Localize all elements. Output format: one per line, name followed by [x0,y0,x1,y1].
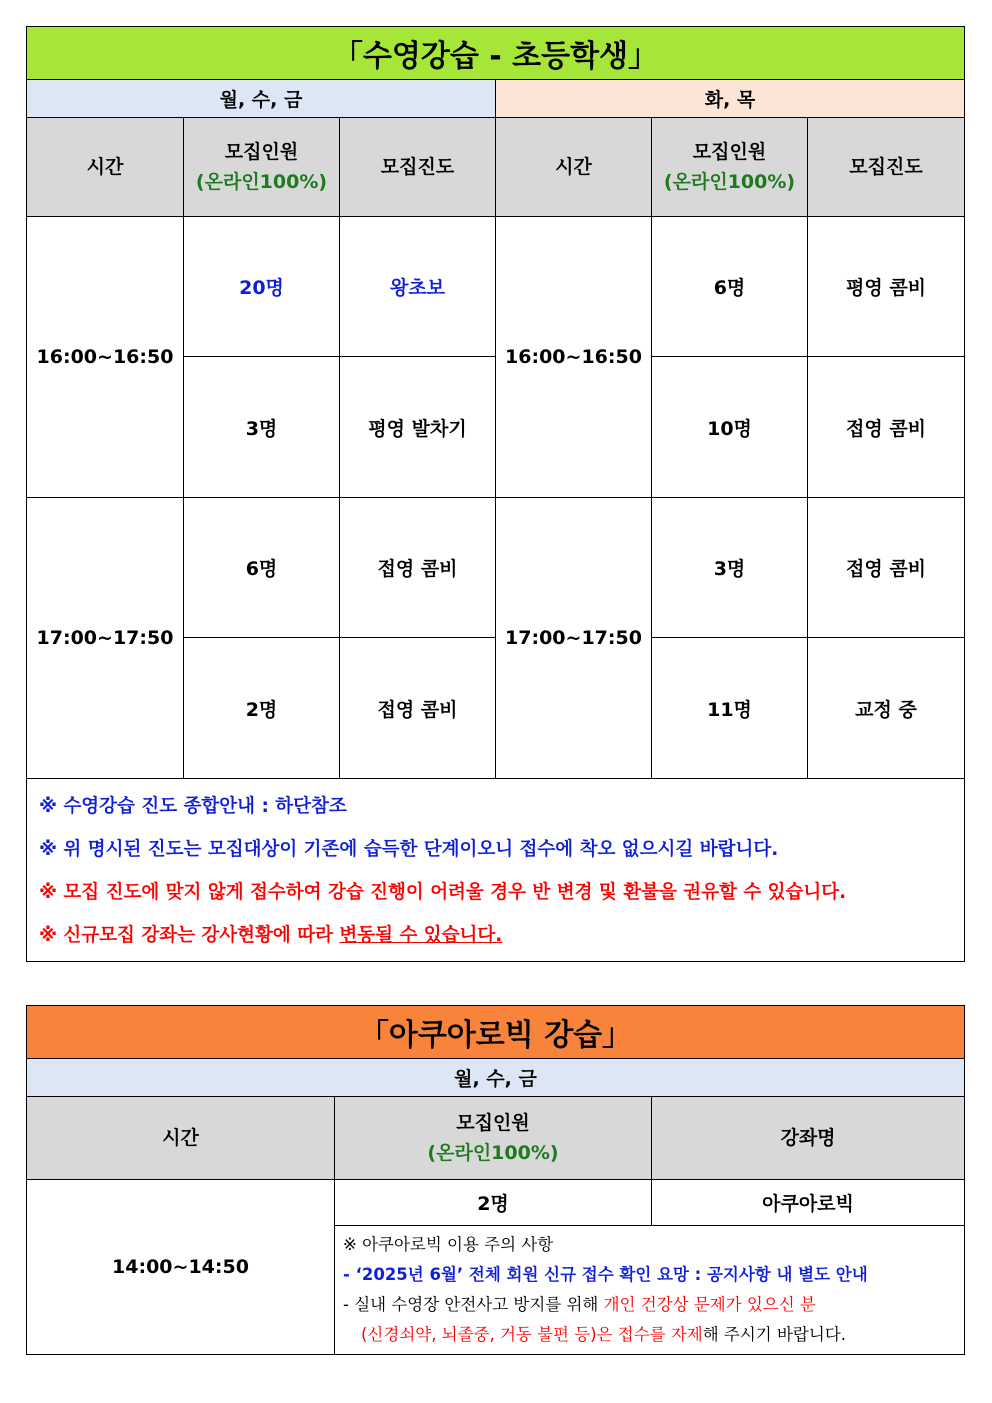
aquarobic-schedule-table [26,1005,965,1355]
note-line-underlined: 변동될 수 있습니다. [339,925,503,946]
count-cell: 10명 [652,357,808,498]
days-mon-wed-fri: 월, 수, 금 [27,1059,965,1097]
level-cell: 접영 콤비 [808,357,965,498]
note-line-text: 해 주시기 바랍니다. [702,1325,846,1344]
count-cell: 2명 [335,1180,652,1226]
level-cell: 평영 발차기 [340,357,496,498]
header-recruit [335,1097,652,1180]
count-cell: 20명 [184,217,340,357]
note-line-text: ※ 신규모집 강좌는 강사현황에 따라 [39,925,340,946]
note-line: - ‘2025년 6월’ 전체 회원 신규 접수 확인 요망 : 공지사항 내 별도 안내 [343,1265,868,1284]
time-slot-cell: 16:00~16:50 [27,217,184,498]
header-time: 시간 [27,118,184,217]
count-cell: 2명 [184,638,340,779]
level-cell: 접영 콤비 [808,498,965,638]
course-cell: 아쿠아로빅 [652,1180,965,1226]
time-slot-cell: 17:00~17:50 [27,498,184,779]
level-cell: 교정 중 [808,638,965,779]
count-cell: 6명 [652,217,808,357]
count-cell: 6명 [184,498,340,638]
days-tue-thu: 화, 목 [496,80,965,118]
swim-title: 「수영강습 - 초등학생」 [27,27,965,80]
note-line [343,1290,964,1320]
note-title: ※ 아쿠아로빅 이용 주의 사항 [343,1235,554,1254]
days-mon-wed-fri: 월, 수, 금 [27,80,496,118]
level-cell: 접영 콤비 [340,638,496,779]
note-line: ※ 위 명시된 진도는 모집대상이 기존에 습득한 단계이오니 접수에 착오 없으시길 바랍니다. [39,839,779,860]
time-slot-cell: 17:00~17:50 [496,498,652,779]
time-slot-cell: 14:00~14:50 [27,1180,335,1355]
level-cell: 평영 콤비 [808,217,965,357]
count-cell: 3명 [184,357,340,498]
header-recruit [652,118,808,217]
note-line [39,914,964,957]
count-cell: 11명 [652,638,808,779]
note-line-highlight: 개인 건강상 문제가 있으신 분 [603,1295,816,1314]
note-line-highlight: (신경쇠약, 뇌졸중, 거동 불편 등)은 접수를 자제 [361,1325,703,1344]
header-level: 모집진도 [808,118,965,217]
note-line: ※ 수영강습 진도 종합안내 : 하단참조 [39,796,347,817]
level-cell: 접영 콤비 [340,498,496,638]
header-recruit-label: 모집인원 [692,141,767,163]
note-line [343,1320,964,1350]
aqua-title: 「아쿠아로빅 강습」 [27,1006,965,1059]
header-level: 모집진도 [340,118,496,217]
header-online-label: (온라인100%) [427,1142,559,1164]
header-recruit-label: 모집인원 [456,1112,530,1134]
header-online-label: (온라인100%) [195,171,328,193]
header-time: 시간 [27,1097,335,1180]
note-line: ※ 모집 진도에 맞지 않게 접수하여 강습 진행이 어려울 경우 반 변경 및 환불을 권유할 수 있습니다. [39,882,847,903]
header-recruit [184,118,340,217]
swim-schedule-table [26,26,965,962]
level-cell: 왕초보 [340,217,496,357]
header-recruit-label: 모집인원 [224,141,299,163]
header-course: 강좌명 [652,1097,965,1180]
swim-notes [27,779,965,962]
header-time: 시간 [496,118,652,217]
time-slot-cell: 16:00~16:50 [496,217,652,498]
note-line-text: - 실내 수영장 안전사고 방지를 위해 [343,1295,604,1314]
header-online-label: (온라인100%) [663,171,796,193]
aqua-notes [335,1226,965,1355]
count-cell: 3명 [652,498,808,638]
